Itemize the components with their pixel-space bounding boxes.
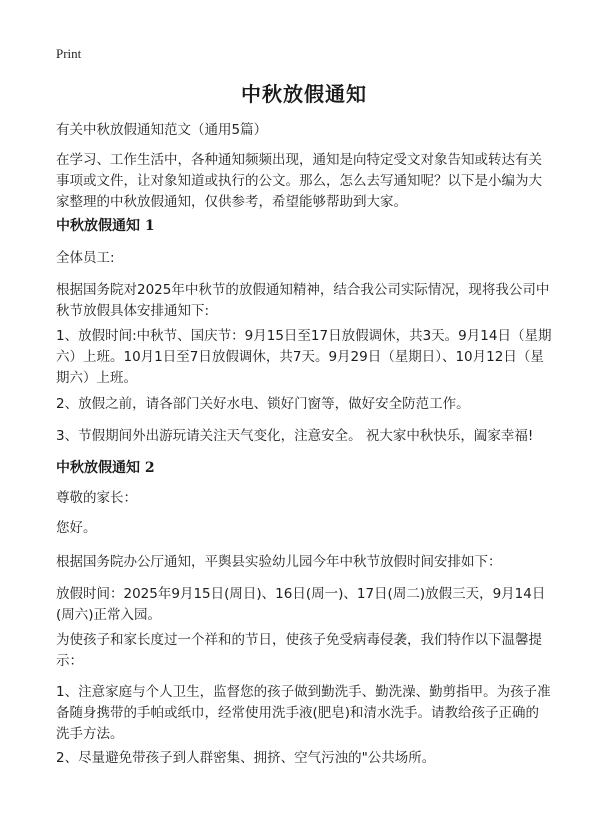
print-link[interactable]: Print <box>56 46 82 61</box>
section-2-paragraph: 放假时间：2025年9月15日(周日)、16日(周一)、17日(周二)放假三天，9月14日(周六)正常入园。 <box>56 586 546 623</box>
page-title: 中秋放假通知 <box>241 82 367 106</box>
section-1-heading: 中秋放假通知 1 <box>56 218 155 234</box>
section-2-paragraph: 2、尽量避免带孩子到人群密集、拥挤、空气污浊的"公共场所。 <box>56 750 436 766</box>
section-1-paragraph: 根据国务院对2025年中秋节的放假通知精神，结合我公司实际情况，现将我公司中秋节放假具体安排通知下: <box>56 282 550 319</box>
section-2-paragraph: 1、注意家庭与个人卫生，监督您的孩子做到勤洗手、勤洗澡、勤剪指甲。为孩子准备随身携带的手帕或纸巾，经常使用洗手液(肥皂)和清水洗手。请教给孩子正确的洗手方法。 <box>56 684 551 742</box>
subtitle: 有关中秋放假通知范文（通用5篇） <box>56 122 268 138</box>
section-2-heading: 中秋放假通知 2 <box>56 460 155 476</box>
section-1-paragraph: 3、节假期间外出游玩请关注天气变化，注意安全。 祝大家中秋快乐，阖家幸福! <box>56 428 534 444</box>
intro-paragraph: 在学习、工作生活中，各种通知频频出现，通知是向特定受文对象告知或转达有关事项或文件，让对象知道或执行的公文。那么，怎么去写通知呢？以下是小编为大家整理的中秋放假通知，仅供参考，希望能够帮助到大家。 <box>56 152 542 210</box>
section-1-paragraph: 1、放假时间:中秋节、国庆节：9月15日至17日放假调休，共3天。9月14日（星期六）上班。10月1日至7日放假调休，共7天。9月29日（星期日）、10月12日（星期六）上班。 <box>56 328 552 386</box>
section-2-paragraph: 根据国务院办公厅通知，平舆县实验幼儿园今年中秋节放假时间安排如下： <box>56 554 502 570</box>
section-1-greeting: 全体员工: <box>56 250 115 266</box>
section-1-paragraph: 2、放假之前，请各部门关好水电、锁好门窗等，做好安全防范工作。 <box>56 396 470 412</box>
section-2-greeting: 尊敬的家长： <box>56 490 137 506</box>
section-2-paragraph: 为使孩子和家长度过一个祥和的节日，使孩子免受病毒侵袭，我们特作以下温馨提示： <box>56 632 542 669</box>
section-2-hello: 您好。 <box>56 520 97 536</box>
